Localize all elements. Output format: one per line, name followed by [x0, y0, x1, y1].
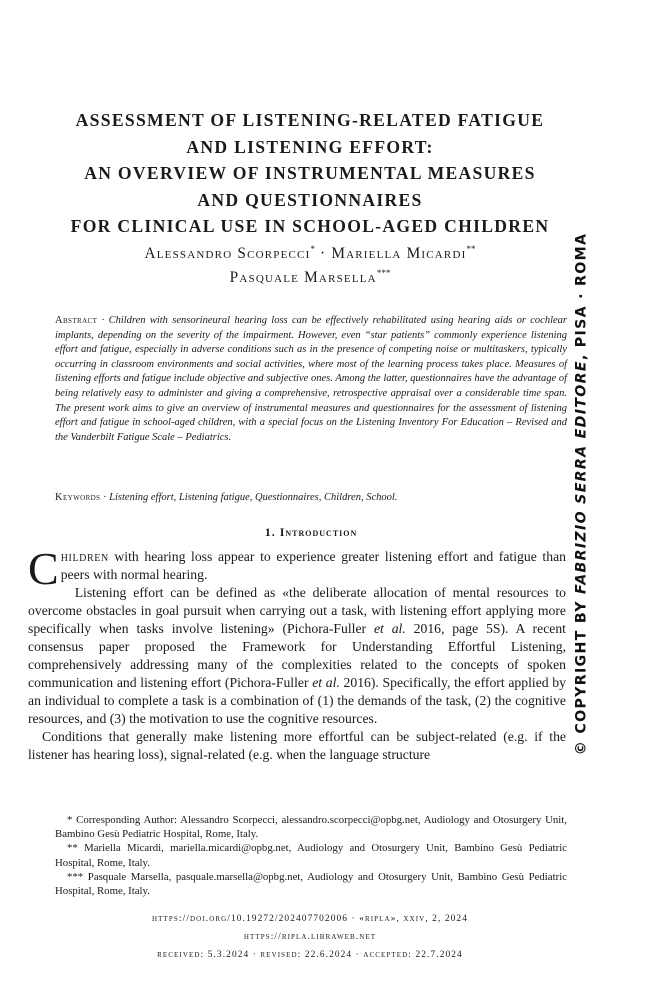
dates-line: received: 5.3.2024 · revised: 22.6.2024 · accepted: 22.7.2024 — [157, 950, 463, 960]
author-list — [40, 242, 580, 290]
author-name: Pasquale Marsella — [229, 269, 377, 286]
title-line: FOR CLINICAL USE IN SCHOOL-AGED CHILDREN — [70, 216, 550, 236]
paragraph-text: Listening effort can be defined as «the deliberate allocation of mental resources to overcome obstacles in goal pursuit when carrying out a task, with listening effort applying more specifically when tasks involve listening» (Pichora-Fuller — [28, 585, 566, 636]
copyright-publisher: FABRIZIO SERRA EDITORE — [573, 359, 589, 594]
abstract-separator: · — [97, 315, 109, 326]
author-line-2 — [40, 266, 580, 290]
footnote: * Corresponding Author: Alessandro Scorpecci, alessandro.scorpecci@opbg.net, Audiology and Otosurgery Unit, Bambino Gesù Pediatric Hospital, Rome, Italy. — [55, 814, 567, 841]
paragraph — [28, 728, 566, 764]
title-line: AND LISTENING EFFORT: — [186, 136, 434, 157]
copyright-notice — [569, 231, 593, 756]
author-footnote-mark: ** — [466, 243, 476, 254]
author-name: Mariella Micardi — [331, 245, 467, 262]
paragraph — [28, 584, 566, 728]
abstract-label: Abstract — [55, 315, 98, 326]
doi-line: https://doi.org/10.19272/202407702006 · «ripla», xxiv, 2, 2024 — [152, 914, 468, 924]
footnote: ** Mariella Micardi, mariella.micardi@opbg.net, Audiology and Otosurgery Unit, Bambino Gesù Pediatric Hospital, Rome, Italy. — [55, 842, 567, 869]
paragraph — [28, 543, 566, 594]
title-line: ASSESSMENT OF LISTENING-RELATED FATIGUE — [75, 110, 545, 130]
page-footer — [40, 910, 580, 964]
keywords-label: Keywords — [55, 492, 101, 503]
keywords — [55, 491, 567, 506]
author-name: Alessandro Scorpecci — [144, 245, 311, 262]
paragraph-text: Conditions that generally make listening more effortful can be subject-related (e.g. if the listener has hearing loss), signal-related (e.g. when the language structure — [28, 729, 566, 762]
author-footnote-mark: *** — [376, 267, 391, 278]
copyright-text — [573, 232, 589, 755]
drop-cap: C — [28, 543, 59, 594]
paragraph-text: 2016, page 5S). A recent consensus paper proposed the Framework for Understanding Effortful Listening, comprehensively addressing many of the complexities related to the concepts of spoken communication and listening effort (Pichora-Fuller — [28, 621, 566, 690]
footnotes — [55, 813, 567, 898]
paragraph-text: 2016). Specifically, the effort applied by an individual to complete a task is a combination of (1) the demands of the task, (2) the cognitive resources, and (3) the motivation to use the cognitive resources. — [28, 675, 566, 726]
abstract-text: Children with sensorineural hearing loss can be effectively rehabilitated using hearing aids or cochlear implants, depending on the severity of the impairment. However, even “star patients” commonly experience listening effort and fatigue, especially in adverse conditions such as in the presence of competing noise or multitaskers, typically occurring in classroom environments and social activities, where most of the learning process takes place. Measures of listening efforts and fatigue include objective and subjective ones. Among the latter, questionnaires have the advantage of being relatively easy to administer and giving a comprehensive, retrospective appraisal over a considerable time span. The present work aims to give an overview of instrumental measures and questionnaires for the assessment of listening effort and fatigue in school-aged children, with a special focus on the Listening Inventory For Education – Revised and the Vanderbilt Fatigue Scale – Pediatrics. — [55, 315, 567, 443]
citation-etal: et al. — [312, 675, 340, 690]
article-title — [40, 107, 580, 240]
body-text — [28, 543, 566, 764]
copyright-suffix: , PISA · ROMA — [573, 232, 589, 360]
journal-url: https://ripla.libraweb.net — [243, 932, 377, 942]
lead-in: hildren — [60, 549, 109, 564]
keywords-separator: · — [100, 492, 110, 503]
citation-etal: et al. — [373, 621, 406, 636]
author-footnote-mark: * — [310, 243, 315, 254]
copyright-prefix: © COPYRIGHT BY — [573, 593, 589, 755]
abstract — [55, 314, 567, 445]
section-heading: 1. Introduction — [264, 525, 358, 539]
keywords-text: Listening effort, Listening fatigue, Questionnaires, Children, School. — [109, 492, 398, 503]
footnote: *** Pasquale Marsella, pasquale.marsella@opbg.net, Audiology and Otosurgery Unit, Bambino Gesù Pediatric Hospital, Rome, Italy. — [55, 870, 567, 898]
title-line: AND QUESTIONNAIRES — [197, 189, 423, 210]
author-separator: · — [314, 245, 332, 262]
paragraph-text: with hearing loss appear to experience greater listening effort and fatigue than peers with normal hearing. — [60, 549, 566, 582]
title-line: AN OVERVIEW OF INSTRUMENTAL MEASURES — [84, 163, 536, 183]
author-line-1 — [40, 242, 580, 266]
